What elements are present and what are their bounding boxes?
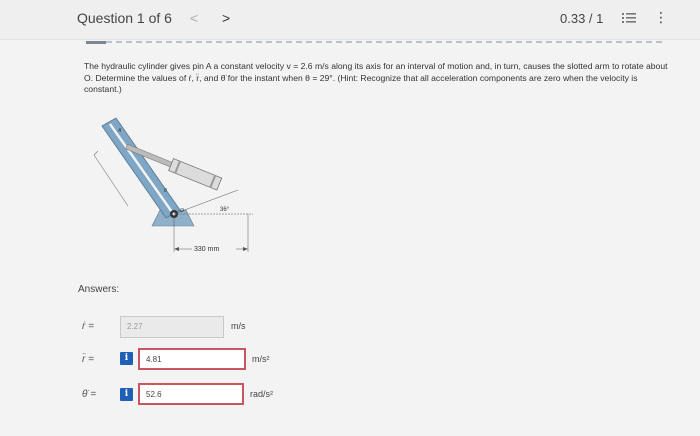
problem-statement: The hydraulic cylinder gives pin A a constant velocity v = 2.6 m/s along its axis for an interval of motion and, in turn, causes the slotted arm to rotate about O. Determine the values of ṙ, r̈, and θ̈ for the instant when θ = 29°. (Hint: Recognize that all acceleration components are zero when the velocity is constant.) xyxy=(84,61,668,94)
answer-label-theta-ddot: θ̈ = xyxy=(82,389,97,400)
dimension-label: 330 mm xyxy=(194,246,220,253)
next-question-button[interactable]: > xyxy=(222,10,231,26)
answers-heading: Answers: xyxy=(78,284,120,295)
info-icon[interactable]: i xyxy=(120,388,133,401)
label-theta: θ xyxy=(164,188,167,194)
question-title: Question 1 of 6 xyxy=(77,10,172,26)
progress-track xyxy=(86,41,662,45)
answer-unit-r-dot: m/s xyxy=(231,321,246,331)
score-display: 0.33 / 1 xyxy=(560,11,604,26)
angle-label: 36° xyxy=(220,207,230,213)
answer-input-theta-ddot[interactable]: 52.6 xyxy=(138,383,244,405)
top-bar xyxy=(0,0,700,40)
more-options-icon[interactable]: ⋮ xyxy=(654,9,668,25)
answer-label-r-dot: ṙ = xyxy=(82,321,94,332)
previous-question-button[interactable]: < xyxy=(190,10,199,26)
answer-label-r-ddot: r̈ = xyxy=(82,354,94,365)
answer-input-r-ddot[interactable]: 4.81 xyxy=(138,348,246,370)
label-a: A xyxy=(118,128,122,134)
hydraulic-arm-figure xyxy=(88,110,268,260)
info-icon[interactable]: i xyxy=(120,352,133,365)
progress-fill xyxy=(86,41,106,44)
question-list-icon[interactable] xyxy=(622,12,636,24)
answer-input-r-dot[interactable]: 2.27 xyxy=(120,316,224,338)
answer-unit-r-ddot: m/s² xyxy=(252,354,270,364)
answer-unit-theta-ddot: rad/s² xyxy=(250,389,274,399)
label-o: O xyxy=(180,208,184,214)
